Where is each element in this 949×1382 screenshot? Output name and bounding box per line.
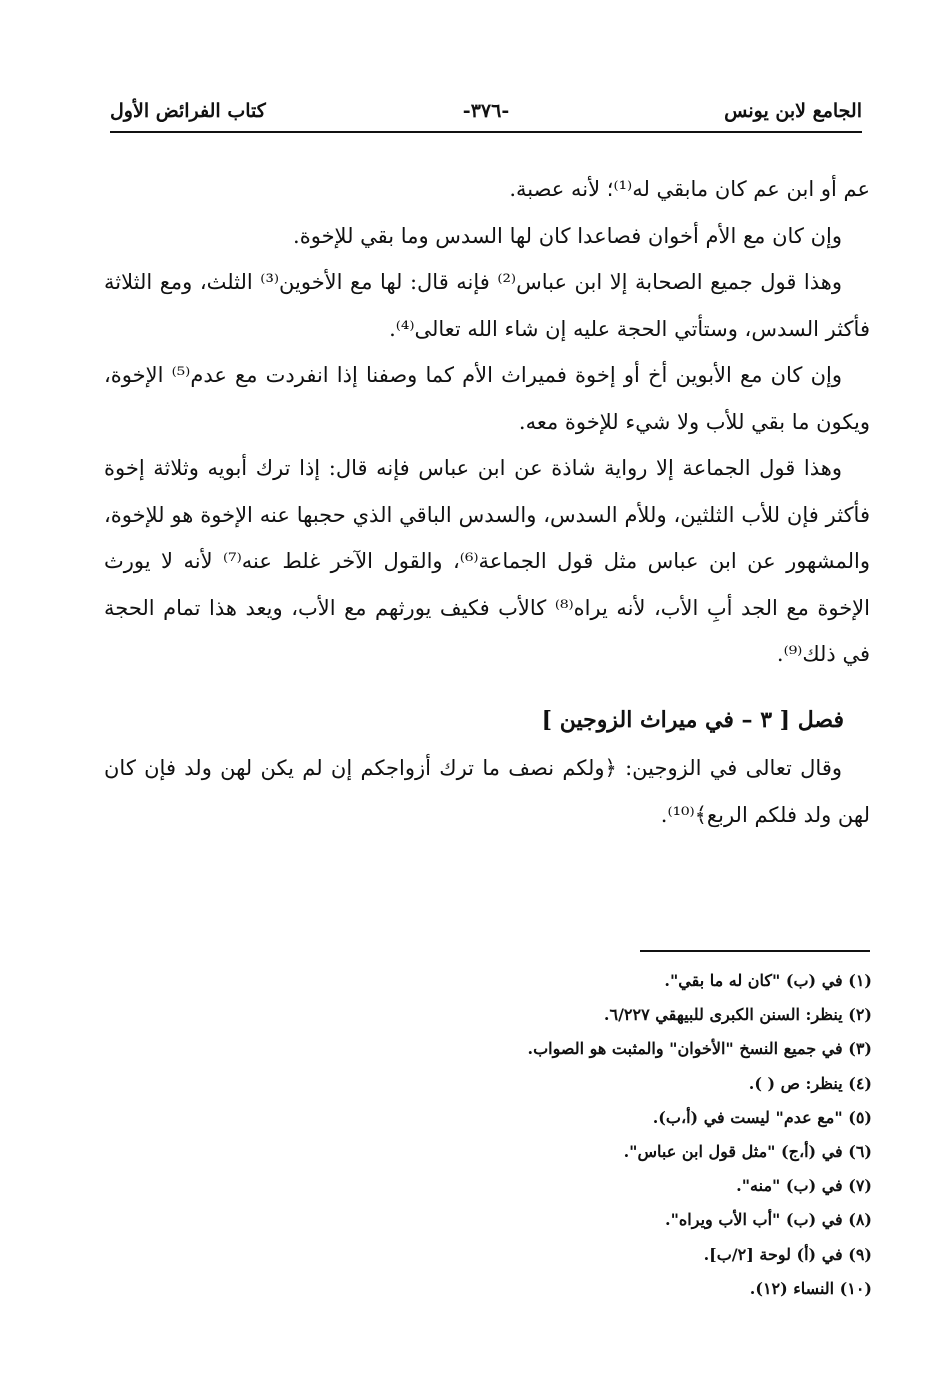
footnote: (٥) "مع عدم" ليست في (أ،ب). (652, 1107, 872, 1127)
footnotes (300, 964, 872, 1306)
footnote: (٢) ينظر: السنن الكبرى للبيهقي ٦/٢٢٧. (603, 1005, 872, 1025)
footnote: (١٠) النساء (١٢). (749, 1278, 872, 1298)
paragraph: وهذا قول الجماعة إلا رواية شاذة عن ابن عباس فإنه قال: إذا ترك أبويه وثلاثة إخوة فأكثر فإن للأب الثلثين، وللأم السدس، والسدس الباقي الذي حجبها عنه الإخوة هو للإخوة، والمشهور عن ابن عباس مثل قول الجماعة⁽⁶⁾، والقول الآخر غلط عنه⁽⁷⁾ لأنه لا يورث الإخوة مع الجد أبِ الأب، لأنه يراه⁽⁸⁾ كالأب فكيف يورثهم مع الأب، ويعد هذا تمام الحجة في ذلك⁽⁹⁾. (104, 456, 870, 666)
footnote: (٣) في جميع النسخ "الأخوان" والمثبت هو الصواب. (527, 1039, 872, 1059)
page-header (110, 100, 862, 130)
footnote-divider (640, 950, 870, 952)
footnote: (١) في (ب) "كان له ما بقي". (664, 971, 872, 990)
footnote: (٩) في (أ) لوحة [٢/ب]. (703, 1244, 872, 1264)
page-number: -٣٧٦- (462, 100, 510, 122)
section-heading: فصل [ ٣ – في ميراث الزوجين ] (541, 707, 844, 733)
paragraph: وإن كان مع الأبوين أخ أو إخوة فميراث الأم كما وصفنا إذا انفردت مع عدم⁽⁵⁾ الإخوة، ويكون ما بقي للأب ولا شيء للإخوة معه. (104, 363, 870, 434)
paragraph: وإن كان مع الأم أخوان فصاعدا كان لها السدس وما بقي للإخوة. (293, 223, 842, 248)
paragraph: وهذا قول جميع الصحابة إلا ابن عباس⁽²⁾ فإنه قال: لها مع الأخوين⁽³⁾ الثلث، ومع الثلاثة فأكثر السدس، وستأتي الحجة عليه إن شاء الله تعالى⁽⁴⁾. (104, 270, 870, 341)
header-book-title: الجامع لابن يونس (724, 100, 862, 122)
header-divider (110, 131, 862, 133)
main-text (104, 166, 870, 678)
footnote: (٧) في (ب) "منه". (736, 1176, 872, 1196)
header-chapter-title: كتاب الفرائض الأول (110, 100, 266, 122)
paragraph: عم أو ابن عم كان مابقي له⁽¹⁾؛ لأنه عصبة. (509, 177, 870, 201)
paragraph: وقال تعالى في الزوجين: ﴿ولكم نصف ما ترك أزواجكم إن لم يكن لهن ولد فإن كان لهن ولد فلكم الربع﴾⁽¹⁰⁾. (104, 756, 870, 827)
footnote: (٤) ينظر: ص ( ). (748, 1073, 872, 1093)
section-text (104, 745, 870, 838)
footnote: (٦) في (أ،ج) "مثل قول ابن عباس". (623, 1142, 872, 1162)
footnote: (٨) في (ب) "أب الأب ويراه". (665, 1210, 872, 1230)
